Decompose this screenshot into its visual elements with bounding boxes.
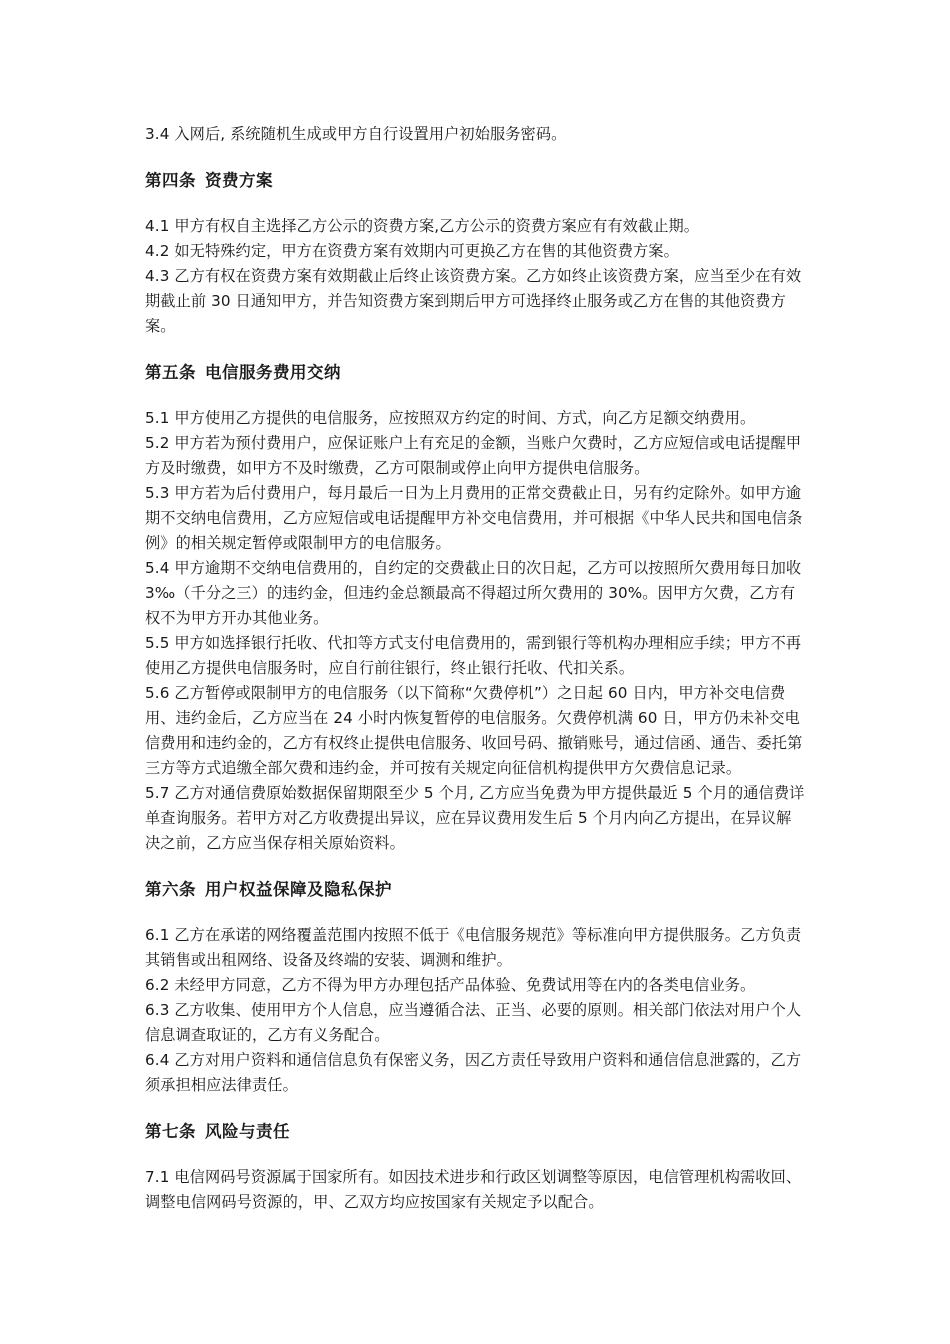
article-7 [145, 1119, 805, 1215]
clause-6-1: 6.1 乙方在承诺的网络覆盖范围内按照不低于《电信服务规范》等标准向甲方提供服务。乙方负责其销售或出租网络、设备及终端的安装、调测和维护。 [145, 926, 802, 969]
clause-5-4: 5.4 甲方逾期不交纳电信费用的，自约定的交费截止日的次日起，乙方可以按照所欠费用每日加收 3‰（千分之三）的违约金，但违约金总额最高不得超过所欠费用的 30%。因甲方欠费，乙方有权不为甲方开办其他业务。 [145, 559, 802, 627]
article-4 [145, 168, 805, 339]
clause-3-4: 3.4 入网后, 系统随机生成或甲方自行设置用户初始服务密码。 [145, 125, 567, 143]
clause-5-5: 5.5 甲方如选择银行托收、代扣等方式支付电信费用的，需到银行等机构办理相应手续；甲方不再使用乙方提供电信服务时，应自行前往银行，终止银行托收、代扣关系。 [145, 634, 802, 677]
article-4-heading [145, 168, 805, 193]
clause-6-4: 6.4 乙方对用户资料和通信信息负有保密义务，因乙方责任导致用户资料和通信信息泄露的，乙方须承担相应法律责任。 [145, 1051, 802, 1094]
article-4-title: 资费方案 [205, 171, 273, 190]
clause-5-3: 5.3 甲方若为后付费用户，每月最后一日为上月费用的正常交费截止日，另有约定除外。如甲方逾期不交纳电信费用，乙方应短信或电话提醒甲方补交电信费用，并可根据《中华人民共和国电信条例》的相关规定暂停或限制甲方的电信服务。 [145, 484, 803, 552]
article-5 [145, 360, 805, 856]
article-7-number: 第七条 [145, 1122, 196, 1141]
clause-4-1: 4.1 甲方有权自主选择乙方公示的资费方案,乙方公示的资费方案应有有效截止期。 [145, 217, 700, 235]
article-6-title: 用户权益保障及隐私保护 [205, 880, 392, 899]
clause-4-3: 4.3 乙方有权在资费方案有效期截止后终止该资费方案。乙方如终止该资费方案，应当至少在有效期截止前 30 日通知甲方，并告知资费方案到期后甲方可选择终止服务或乙方在售的其他资费方案。 [145, 267, 802, 335]
clause-5-6: 5.6 乙方暂停或限制甲方的电信服务（以下简称“欠费停机”）之日起 60 日内，甲方补交电信费用、违约金后，乙方应当在 24 小时内恢复暂停的电信服务。欠费停机满 60 日，甲方仍未补交电信费用和违约金的，乙方有权终止提供电信服务、收回号码、撤销账号，通过信函、通告、委托第三方等方式追缴全部欠费和违约金，并可按有关规定向征信机构提供甲方欠费信息记录。 [145, 684, 803, 777]
clause-5-2: 5.2 甲方若为预付费用户，应保证账户上有充足的金额，当账户欠费时，乙方应短信或电话提醒甲方及时缴费，如甲方不及时缴费，乙方可限制或停止向甲方提供电信服务。 [145, 434, 802, 477]
article-6 [145, 877, 805, 1098]
clause-7-1: 7.1 电信网码号资源属于国家所有。如因技术进步和行政区划调整等原因，电信管理机构需收回、调整电信网码号资源的，甲、乙双方均应按国家有关规定予以配合。 [145, 1168, 802, 1211]
article-7-heading [145, 1119, 805, 1144]
article-6-number: 第六条 [145, 880, 196, 899]
article-5-title: 电信服务费用交纳 [205, 363, 341, 382]
article-4-number: 第四条 [145, 171, 196, 190]
clause-6-3: 6.3 乙方收集、使用甲方个人信息，应当遵循合法、正当、必要的原则。相关部门依法对用户个人信息调查取证的，乙方有义务配合。 [145, 1001, 802, 1044]
article-7-title: 风险与责任 [205, 1122, 290, 1141]
clause-5-1: 5.1 甲方使用乙方提供的电信服务，应按照双方约定的时间、方式，向乙方足额交纳费用。 [145, 409, 756, 427]
article-6-heading [145, 877, 805, 902]
contract-page [145, 122, 805, 1215]
article-5-heading [145, 360, 805, 385]
clause-5-7: 5.7 乙方对通信费原始数据保留期限至少 5 个月, 乙方应当免费为甲方提供最近 5 个月的通信费详单查询服务。若甲方对乙方收费提出异议，应在异议费用发生后 5 个月内向乙方提出，在异议解决之前，乙方应当保存相关原始资料。 [145, 784, 805, 852]
article-5-number: 第五条 [145, 363, 196, 382]
clause-6-2: 6.2 未经甲方同意，乙方不得为甲方办理包括产品体验、免费试用等在内的各类电信业务。 [145, 976, 756, 994]
clause-4-2: 4.2 如无特殊约定，甲方在资费方案有效期内可更换乙方在售的其他资费方案。 [145, 242, 679, 260]
